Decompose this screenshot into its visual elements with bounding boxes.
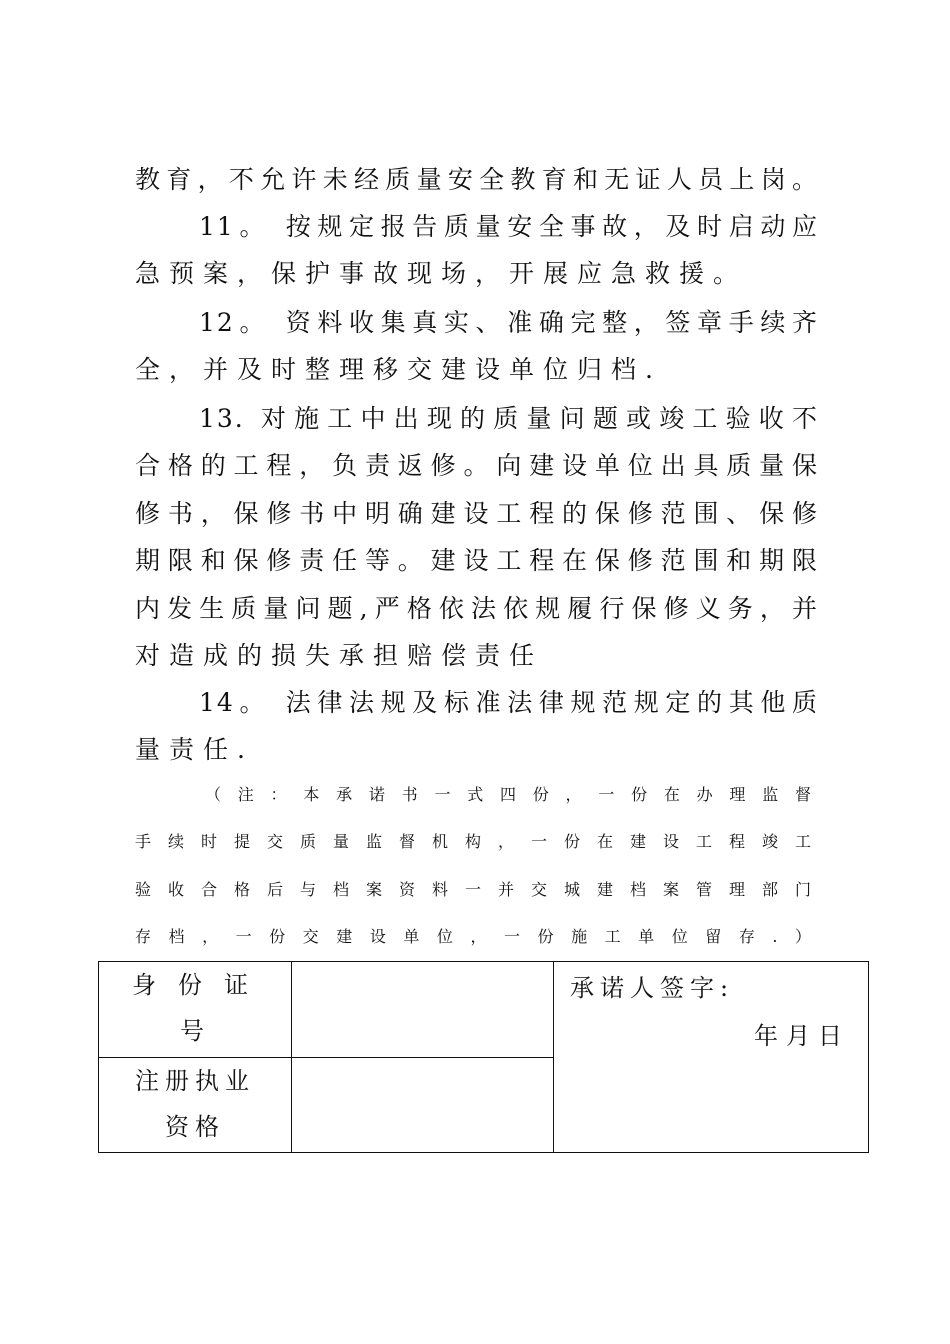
signature-label: 承诺人签字:	[570, 974, 735, 1002]
id-number-label-line2: 号	[180, 1017, 210, 1045]
body-line: 14。 法律法规及标准法律规范规定的其他质	[199, 688, 819, 717]
note-line: （注：本承诺书一式四份，一份在办理监督	[205, 785, 811, 804]
qualification-label	[99, 1058, 292, 1153]
id-number-value[interactable]	[292, 962, 554, 1058]
body-line: 教育，不允许未经质量安全教育和无证人员上岗。	[135, 165, 819, 194]
qualification-value[interactable]	[292, 1058, 554, 1153]
pledge-info-table	[98, 961, 869, 1153]
note-line: 手续时提交质量监督机构，一份在建设工程竣工	[135, 832, 811, 851]
body-line: 内发生质量问题,严格依法依规履行保修义务，并	[135, 594, 819, 623]
body-line: 13. 对施工中出现的质量问题或竣工验收不	[199, 404, 819, 433]
body-line: 全，并及时整理移交建设单位归档.	[135, 355, 662, 384]
qualification-label-line2: 资格	[165, 1113, 225, 1141]
body-line: 量责任.	[135, 735, 254, 764]
body-line: 11。 按规定报告质量安全事故，及时启动应	[199, 212, 819, 241]
signature-cell[interactable]	[554, 962, 869, 1153]
id-number-label	[99, 962, 292, 1058]
qualification-label-line1: 注册执业	[135, 1067, 255, 1095]
note-line: 存档，一份交建设单位，一份施工单位留存.）	[135, 927, 811, 946]
body-line: 修书，保修书中明确建设工程的保修范围、保修	[135, 499, 819, 528]
body-line: 合格的工程，负责返修。向建设单位出具质量保	[135, 451, 819, 480]
body-line: 12。 资料收集真实、准确完整，签章手续齐	[199, 308, 819, 337]
body-line: 急预案，保护事故现场，开展应急救援。	[135, 259, 748, 288]
note-line: 验收合格后与档案资料一并交城建档案管理部门	[135, 880, 811, 899]
id-number-label-line1: 身份证	[132, 971, 270, 999]
date-label: 年月日	[754, 1022, 850, 1050]
body-line: 对造成的损失承担赔偿责任	[135, 641, 544, 670]
body-line: 期限和保修责任等。建设工程在保修范围和期限	[135, 546, 819, 575]
